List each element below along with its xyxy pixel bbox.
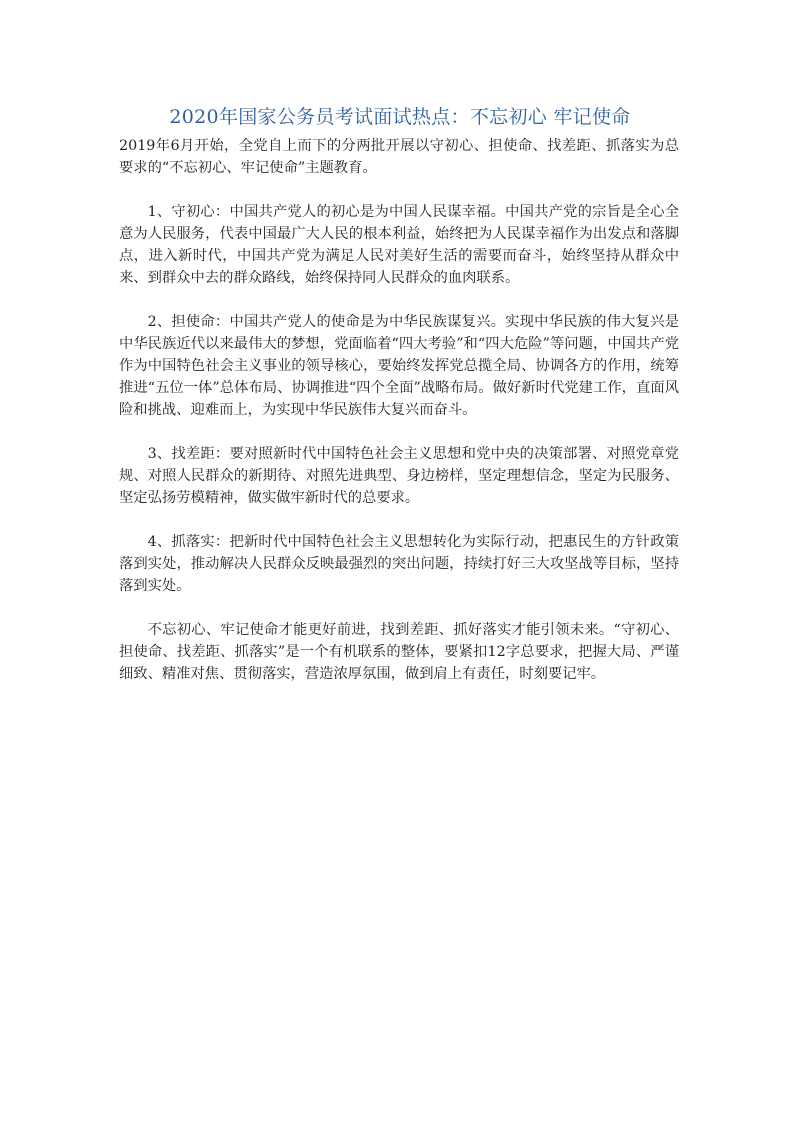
paragraph-shou-chuxin: 1、守初心：中国共产党人的初心是为中国人民谋幸福。中国共产党的宗旨是全心全意为人民服务，代表中国最广大人民的根本利益，始终把为人民谋幸福作为出发点和落脚点，进入新时代，中国共产党为满足人民对美好生活的需要而奋斗，始终坚持从群众中来、到群众中去的群众路线，始终保持同人民群众的血肉联系。: [119, 204, 679, 286]
paragraph-zhao-chaju: 3、找差距：要对照新时代中国特色社会主义思想和党中央的决策部署、对照党章党规、对照人民群众的新期待、对照先进典型、身边榜样，坚定理想信念，坚定为民服务、坚定弘扬劳模精神，做实做牢新时代的总要求。: [119, 446, 679, 506]
paragraph-dan-shiming: 2、担使命：中国共产党人的使命是为中华民族谋复兴。实现中华民族的伟大复兴是中华民族近代以来最伟大的梦想，党面临着“四大考验”和“四大危险”等问题，中国共产党作为中国特色社会主义事业的领导核心，要始终发挥党总揽全局、协调各方的作用，统筹推进“五位一体”总体布局、协调推进“四个全面”战略布局。做好新时代党建工作，直面风险和挑战、迎难而上，为实现中华民族伟大复兴而奋斗。: [119, 314, 679, 418]
conclusion-paragraph: 不忘初心、牢记使命才能更好前进，找到差距、抓好落实才能引领未来。“守初心、担使命、找差距、抓落实”是一个有机联系的整体，要紧扣12字总要求，把握大局、严谨细致、精准对焦、贯彻落实，营造浓厚氛围，做到肩上有责任，时刻要记牢。: [119, 622, 679, 682]
document-body: [119, 135, 679, 707]
intro-paragraph: 2019年6月开始，全党自上而下的分两批开展以守初心、担使命、找差距、抓落实为总要求的“不忘初心、牢记使命”主题教育。: [119, 138, 679, 176]
document-title: 2020年国家公务员考试面试热点：不忘初心 牢记使命: [169, 106, 631, 128]
paragraph-zhua-luoshi: 4、抓落实：把新时代中国特色社会主义思想转化为实际行动，把惠民生的方针政策落到实处，推动解决人民群众反映最强烈的突出问题，持续打好三大攻坚战等目标，坚持落到实处。: [119, 534, 679, 594]
